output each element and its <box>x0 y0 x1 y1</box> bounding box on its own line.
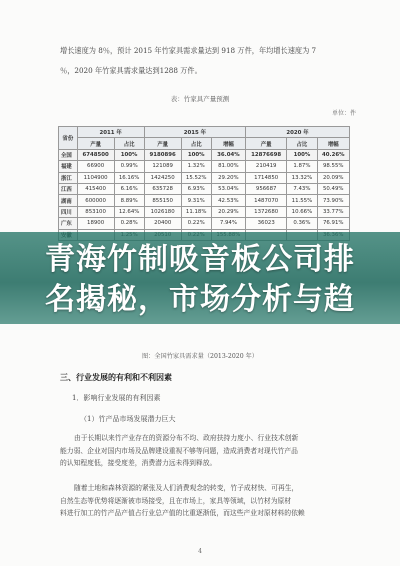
header-2011: 2011 年 <box>77 127 144 138</box>
header-province: 省份 <box>59 127 78 150</box>
table-cell: 10.66% <box>287 206 317 217</box>
table-cell: 7.43% <box>287 183 317 194</box>
headline-line-1: 青海竹制吸音板公司排 <box>45 242 355 277</box>
table-row <box>59 206 350 217</box>
table-cell: 600000 <box>77 195 114 206</box>
table-cell: 210419 <box>246 161 287 172</box>
table-cell: 0.28% <box>114 218 144 229</box>
table-cell: 635728 <box>144 183 181 194</box>
table-cell: 81.00% <box>211 161 245 172</box>
paragraph-line: 随着土地和森林资源的紧张及人们消费观念的转变，竹子成材快、可再生， <box>74 484 299 492</box>
paragraph-1 <box>60 432 350 470</box>
table-row <box>59 195 350 206</box>
table-cell: 6748500 <box>77 149 114 160</box>
table-cell: 36.04% <box>211 149 245 160</box>
table-cell: 956687 <box>246 183 287 194</box>
table-cell: 11.18% <box>181 206 211 217</box>
table-cell: 53.04% <box>211 183 245 194</box>
table-cell: 855150 <box>144 195 181 206</box>
table-cell: 7.94% <box>211 218 245 229</box>
table-row <box>59 183 350 194</box>
table-cell: 9.31% <box>181 195 211 206</box>
page-number: 4 <box>198 548 202 555</box>
subheader-share: 占比 <box>181 138 211 149</box>
table-cell: 33.77% <box>317 206 349 217</box>
table-cell: 8.89% <box>114 195 144 206</box>
table-cell: 1.87% <box>287 161 317 172</box>
table-cell: 12.64% <box>114 206 144 217</box>
paragraph-line: 料进行加工的竹产品产值占行业总产值的比重逐渐低，而这些产业对原材料的依赖 <box>60 509 305 517</box>
table-cell: 29.20% <box>211 172 245 183</box>
table-cell-region: 浙江 <box>59 172 78 183</box>
figure-caption: 图：全国竹家具需求量（2013-2020 年） <box>142 353 258 360</box>
table-cell-region: 江西 <box>59 183 78 194</box>
headline-line-2: 名揭秘，市场分析与趋 <box>45 282 355 317</box>
table-cell: 9180896 <box>144 149 181 160</box>
table-cell: 121089 <box>144 161 181 172</box>
table-cell: 1026180 <box>144 206 181 217</box>
subheader-output: 产量 <box>77 138 114 149</box>
table-row <box>59 172 350 183</box>
section-title: 三、行业发展的有利和不利因素 <box>60 372 172 382</box>
table-cell: 20400 <box>144 218 181 229</box>
table-cell: 16.16% <box>114 172 144 183</box>
table-cell: 50.49% <box>317 183 349 194</box>
subheader-output: 产量 <box>144 138 181 149</box>
table-cell: 18900 <box>77 218 114 229</box>
table-cell: 1714850 <box>246 172 287 183</box>
subheader-growth: 增幅 <box>317 138 349 149</box>
paragraph-line: 自然生态等优势将逐渐被市场接受，且在市场上，家具等领域，以竹材为原材 <box>60 496 292 505</box>
table-cell: 20.09% <box>317 172 349 183</box>
header-2015: 2015 年 <box>144 127 245 138</box>
header-2020: 2020 年 <box>246 127 350 138</box>
table-row <box>59 149 350 160</box>
table-cell: 40.26% <box>317 149 349 160</box>
table-cell: 11.55% <box>287 195 317 206</box>
table-row <box>59 161 350 172</box>
table-cell: 13.32% <box>287 172 317 183</box>
table-cell: 42.53% <box>211 195 245 206</box>
table-cell: 100% <box>181 149 211 160</box>
subheader-share: 占比 <box>287 138 317 149</box>
table-cell-region: 福建 <box>59 161 78 172</box>
paragraph-line: 的认知程度低，接受度差，消费潜力远未得到释放。 <box>60 459 217 467</box>
table-cell: 1372680 <box>246 206 287 217</box>
intro-line-1: 增长速度为 8％，预计 2015 年竹家具需求量达到 918 万件，年均增长速度为 7 <box>60 46 317 55</box>
subheader-growth: 增幅 <box>211 138 245 149</box>
table-cell-region: 广东 <box>59 218 78 229</box>
table-cell-region: 湖南 <box>59 195 78 206</box>
table-cell: 20.29% <box>211 206 245 217</box>
table-cell: 98.55% <box>317 161 349 172</box>
headline-title <box>0 240 400 320</box>
intro-line-2: ％，2020 年竹家具需求量达到1288 万件。 <box>60 66 202 75</box>
table-cell: 1424250 <box>144 172 181 183</box>
subheader-share: 占比 <box>114 138 144 149</box>
table-cell: 415400 <box>77 183 114 194</box>
table-cell: 6.16% <box>114 183 144 194</box>
table-cell: 853100 <box>77 206 114 217</box>
table-row <box>59 218 350 229</box>
table-cell: 15.52% <box>181 172 211 183</box>
table-cell: 12876698 <box>246 149 287 160</box>
table-cell: 0.22% <box>181 218 211 229</box>
paragraph-line: 能力弱、企业对国内市场及品牌建设重视不够等问题，造成消费者对现代竹产品 <box>60 446 298 455</box>
subheader-output: 产量 <box>246 138 287 149</box>
table-cell: 1487070 <box>246 195 287 206</box>
table-cell: 1104900 <box>77 172 114 183</box>
subsection-title: 1．影响行业发展的有利因素 <box>72 394 161 402</box>
table-cell: 100% <box>287 149 317 160</box>
table-cell-region: 四川 <box>59 206 78 217</box>
table-cell: 100% <box>114 149 144 160</box>
paragraph-2 <box>60 482 350 520</box>
paragraph-line: 由于长期以来竹产业存在的资源分布不均、政府扶持力度小、行业技术创新 <box>74 434 299 442</box>
subsection-item: （1）竹产品市场发展潜力巨大 <box>80 415 176 423</box>
table-unit: 单位：件 <box>331 110 356 117</box>
table-cell: 0.99% <box>114 161 144 172</box>
forecast-table <box>58 126 350 241</box>
table-cell-region: 全国 <box>59 149 78 160</box>
table-cell: 36023 <box>246 218 287 229</box>
table-cell: 1.32% <box>181 161 211 172</box>
table-cell: 73.90% <box>317 195 349 206</box>
table-cell: 66900 <box>77 161 114 172</box>
table-caption: 表：竹家具产量预测 <box>170 95 230 103</box>
table-cell: 76.91% <box>317 218 349 229</box>
table-cell: 0.36% <box>287 218 317 229</box>
table-cell: 6.93% <box>181 183 211 194</box>
